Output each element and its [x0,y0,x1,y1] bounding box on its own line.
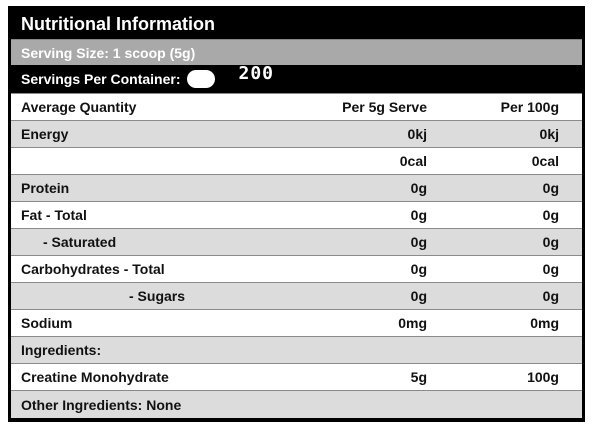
table-row-carbohydrates-total [11,255,582,282]
row-per-100g: 0g [542,207,559,223]
row-per-serve: 0g [410,234,427,250]
table-row-protein [11,174,582,201]
row-per-serve: 0g [410,261,427,277]
table-header-row [11,93,582,120]
table-row-sodium [11,309,582,336]
row-label: Protein [21,180,70,196]
row-label: Creatine Monohydrate [21,369,169,385]
row-per-100g: 0g [542,180,559,196]
header-per-serve: Per 5g Serve [342,99,427,115]
row-label: Sodium [21,315,73,331]
panel-title [11,9,582,39]
row-label: Fat - Total [21,207,87,223]
header-average-quantity: Average Quantity [21,99,137,115]
row-per-serve: 0g [410,180,427,196]
row-per-serve: 5g [410,369,427,385]
row-per-100g: 0mg [530,315,559,331]
table-row-saturated [11,228,582,255]
ingredients-heading-row [11,336,582,363]
row-per-100g: 0kj [539,126,559,142]
table-row-fat-total [11,201,582,228]
row-label: Carbohydrates - Total [21,261,165,277]
other-ingredients-row [11,390,582,418]
row-per-serve: 0g [410,288,427,304]
servings-per-container-label: Servings Per Container: [21,71,181,87]
row-per-100g: 0cal [531,153,559,169]
other-ingredients-text: Other Ingredients: None [21,396,182,413]
row-per-serve: 0cal [399,153,427,169]
row-per-100g: 0g [542,234,559,250]
serving-size-row [11,39,582,65]
ingredients-heading: Ingredients: [21,342,102,358]
serving-size-text: Serving Size: 1 scoop (5g) [21,44,196,61]
header-per-100g: Per 100g [500,99,559,115]
table-row-sugars [11,282,582,309]
table-row-energy-kj [11,120,582,147]
table-row-creatine-monohydrate [11,363,582,390]
row-label: Energy [21,126,69,142]
redaction-blob [187,70,215,88]
panel-title-text: Nutritional Information [21,13,215,34]
row-per-100g: 0g [542,261,559,277]
row-label: - Sugars [129,288,186,304]
row-label: - Saturated [43,234,117,250]
nutrition-panel [8,6,585,422]
row-per-100g: 0g [542,288,559,304]
table-row-energy-cal [11,147,582,174]
servings-per-container-value: 200 [238,62,275,84]
nutrition-table [11,9,582,418]
row-per-serve: 0g [410,207,427,223]
row-per-serve: 0kj [407,126,427,142]
row-per-serve: 0mg [398,315,427,331]
row-per-100g: 100g [527,369,559,385]
servings-per-container-row [11,62,582,93]
